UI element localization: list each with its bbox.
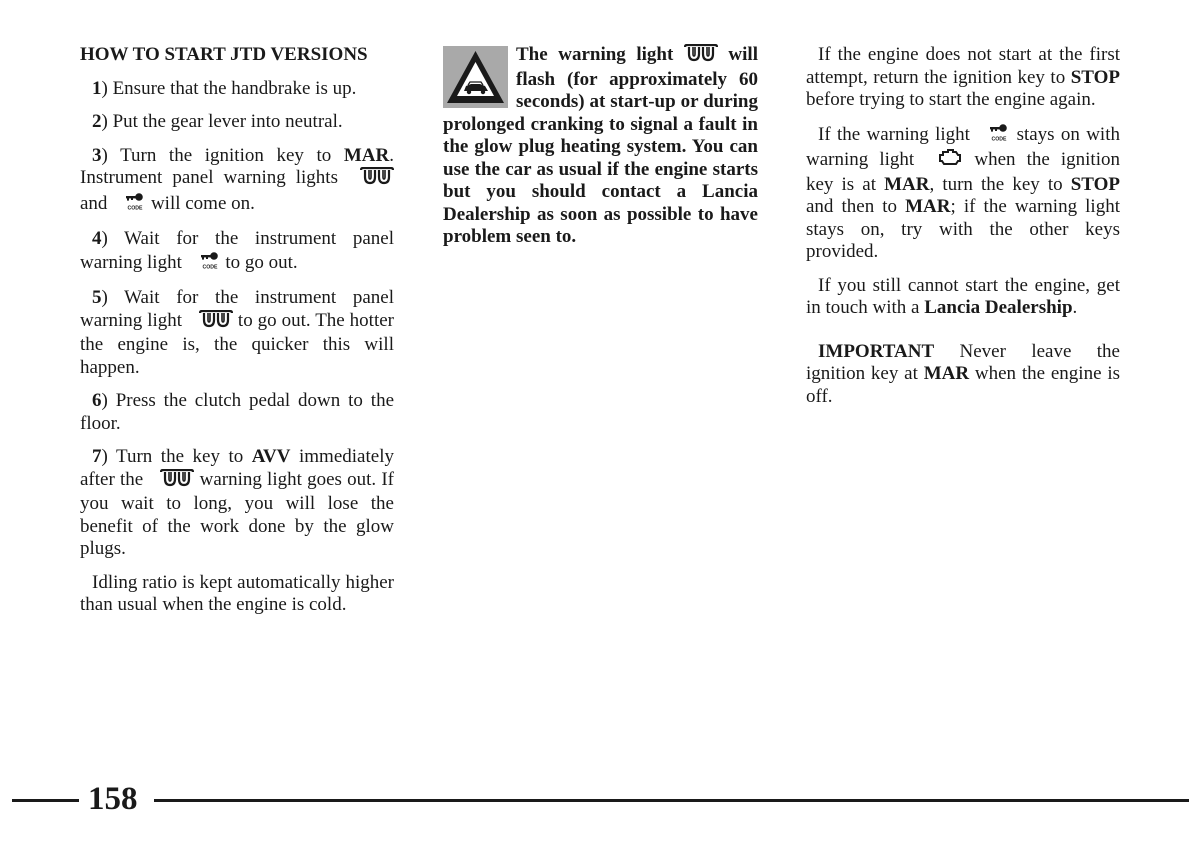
warning-stays-on-paragraph: If the warning light CODE stays on with warning light when the ignition key is at MAR, turn the key to STOP and then to MAR; if the warning light stays on, try with the other keys provided. [806,123,1120,262]
svg-text:CODE: CODE [202,264,218,270]
idle-note: Idling ratio is kept automatically higher than usual when the engine is cold. [80,571,394,615]
section-heading: HOW TO START JTD VERSIONS [80,44,368,65]
engine-icon [925,148,963,174]
svg-text:CODE: CODE [991,136,1007,142]
step-1: 1) Ensure that the handbrake is up. [92,77,357,99]
warning-block: The warning light will flash (for approximately 60 seconds) at start-up or during prolonged cranking to signal a fault in the glow plug heating system. You can use the car as usual if the engine starts but you should contact a Lancia Dealership as soon as possible to have problem seen to. [443,44,758,247]
code-key-icon [112,192,146,218]
glow-plug-icon [148,469,194,494]
step-4: 4) Wait for the instrument panel warning light CODE to go out. [80,228,394,276]
glow-plug-icon [187,310,233,335]
step-7: 7) Turn the key to AVV immediately after the warning light goes out. If you wait to long, you will lose the benefit of the work done by the glow plugs. [80,446,394,559]
svg-text:CODE: CODE [127,205,143,211]
step-2: 2) Put the gear lever into neutral. [92,111,343,132]
dealership-paragraph: If you still cannot start the engine, get in touch with a Lancia Dealership. [806,274,1120,318]
left-column [80,44,394,628]
important-note: IMPORTANT Never leave the ignition key at MAR when the engine is off. [806,340,1120,407]
glow-plug-icon [348,167,394,192]
step-3: 3) Turn the ignition key to MAR. Instrument panel warning lights and CODE will come on. [80,145,394,218]
glow-plug-icon [684,44,718,69]
page-number: 158 [88,781,138,817]
restart-paragraph: If the engine does not start at the first attempt, return the ignition key to STOP before trying to start the engine again. [806,44,1120,110]
code-key-icon [976,123,1010,149]
footer-rule-left [12,799,79,802]
step-6: 6) Press the clutch pedal down to the floor. [80,390,394,434]
code-key-icon [187,251,221,277]
right-column [806,44,1120,419]
warning-triangle-icon [443,46,508,108]
footer-rule-right [154,799,1189,802]
step-5: 5) Wait for the instrument panel warning light to go out. The hotter the engine is, the quicker this will happen. [80,287,394,378]
middle-column [443,44,758,249]
